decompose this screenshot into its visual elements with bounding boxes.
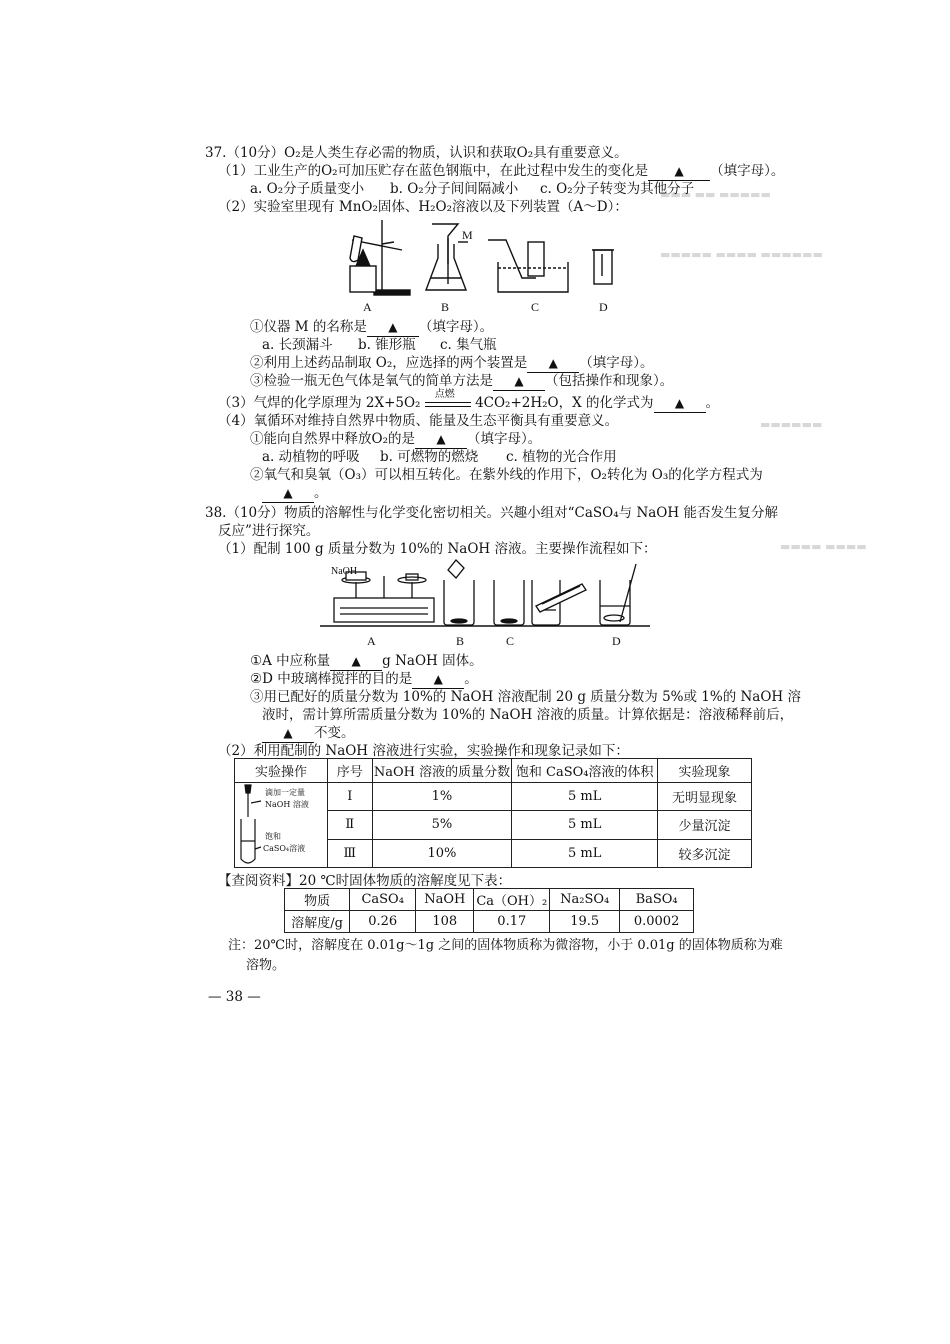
table-row <box>235 783 752 811</box>
q37-part4: （4）氧循环对维持自然界中物质、能量及生态平衡具有重要意义。 <box>218 413 619 429</box>
q37-part2-3 <box>250 372 673 391</box>
answer-marker: ▲ <box>436 432 446 446</box>
op-label-caso4: CaSO₄溶液 <box>263 844 306 853</box>
apparatus-d-gas-jar <box>592 250 614 284</box>
q38-stem-line1: 38.（10分）物质的溶解性与化学变化密切相关。兴趣小组对“CaSO₄与 NaOH 能否发生复分解 <box>205 505 778 521</box>
q38-part1: （1）配制 100 g 质量分数为 10%的 NaOH 溶液。主要操作流程如下： <box>218 541 657 557</box>
answer-marker: ▲ <box>388 320 398 334</box>
q37-part1 <box>218 162 784 181</box>
sol-caoh2: 0.17 <box>474 911 550 933</box>
q37-fig-label-b: B <box>441 300 450 314</box>
row-1-id: Ⅰ <box>328 783 373 811</box>
q37-part4-2: ②氧气和臭氧（O₃）可以相互转化。在紫外线的作用下，O₂转化为 O₃的化学方程式为 <box>250 467 763 483</box>
q38-part1-3-end: 不变。 <box>314 725 355 741</box>
header-id: 序号 <box>328 759 373 783</box>
q37-stem: 37.（10分）O₂是人类生存必需的物质，认识和获取O₂具有重要意义。 <box>205 145 628 161</box>
page-number: — 38 — <box>208 989 261 1005</box>
q37-part2-2 <box>250 354 654 373</box>
q37-apparatus-figure <box>330 216 630 298</box>
operation-diagram-cell <box>235 783 328 868</box>
answer-marker: ▲ <box>674 164 684 178</box>
q37-part2-1-blank[interactable] <box>367 318 419 337</box>
q38-fig-label-a: A <box>367 634 376 648</box>
double-bar <box>425 402 471 407</box>
sol-header-naoh: NaOH <box>416 889 474 911</box>
row-1-concentration: 1% <box>372 783 512 811</box>
bleed-through-2: ▬▬▬▬▬ ▬▬▬▬ ▬▬▬▬▬▬ <box>660 248 823 261</box>
q37-part4-2-blank[interactable] <box>262 484 314 503</box>
q38-part1-2-text: ②D 中玻璃棒搅拌的目的是 <box>250 671 413 687</box>
q37-part1-blank[interactable] <box>648 162 710 181</box>
q37-part3-lhs: （3）气焊的化学原理为 2X+5O₂ <box>218 395 421 411</box>
row-2-observation: 少量沉淀 <box>658 811 752 839</box>
sol-header-baso4: BaSO₄ <box>620 889 694 911</box>
apparatus-c-water-trough <box>488 240 568 292</box>
q38-part1-2-end: 。 <box>464 671 478 687</box>
q37-part2-3-text: ③检验一瓶无色气体是氧气的简单方法是 <box>250 373 493 389</box>
beaker-with-cylinder <box>532 580 586 625</box>
answer-marker: ▲ <box>433 672 443 686</box>
q38-part1-3-blank[interactable] <box>262 724 314 743</box>
q38-part1-3-line3 <box>262 724 355 743</box>
answer-marker: ▲ <box>283 486 293 500</box>
q37-part1-text: （1）工业生产的O₂可加压贮存在蓝色钢瓶中，在此过程中发生的变化是 <box>218 163 649 179</box>
q37-part1-option-a: a. O₂分子质量变小 <box>250 181 365 197</box>
q37-part3 <box>218 388 720 413</box>
sol-na2so4: 19.5 <box>550 911 620 933</box>
q38-fig-label-d: D <box>612 634 621 648</box>
reference-title: 【查阅资料】20 ℃时固体物质的溶解度见下表： <box>218 873 512 889</box>
experiment-table <box>234 758 752 868</box>
q38-preparation-figure <box>320 558 650 634</box>
q38-part1-3-line1: ③用已配好的质量分数为 10%的 NaOH 溶液配制 20 g 质量分数为 5%或 1%的 NaOH 溶 <box>250 689 801 705</box>
beaker-b <box>444 560 474 625</box>
sol-header-na2so4: Na₂SO₄ <box>550 889 620 911</box>
q37-part3-blank[interactable] <box>654 394 706 413</box>
row-1-volume: 5 mL <box>512 783 658 811</box>
sol-baso4: 0.0002 <box>620 911 694 933</box>
q37-part4-1 <box>250 430 541 449</box>
row-2-id: Ⅱ <box>328 811 373 839</box>
q37-part4-1-blank[interactable] <box>415 430 467 449</box>
op-label-naoh: NaOH 溶液 <box>265 800 309 809</box>
bleed-through-1: ▬▬▬ ▬▬ ▬▬▬▬▬ <box>660 188 771 201</box>
header-volume: 饱和 CaSO₄溶液的体积 <box>512 759 658 783</box>
header-operation: 实验操作 <box>235 759 328 783</box>
q37-part2-1-option-c: c. 集气瓶 <box>440 337 497 353</box>
q37-fig-label-d: D <box>599 300 608 314</box>
q37-part4-1-hint: （填字母）。 <box>466 431 542 447</box>
q37-part4-2-end: 。 <box>314 485 328 501</box>
row-3-id: Ⅲ <box>328 839 373 867</box>
q37-part1-hint: （填字母）。 <box>710 163 785 179</box>
balance-scale <box>334 572 434 622</box>
q37-part4-1-text: ①能向自然界中释放O₂的是 <box>250 431 415 447</box>
q38-part1-2-blank[interactable] <box>412 670 464 689</box>
bleed-through-3: ▬▬▬▬▬▬ <box>760 418 823 431</box>
sol-header-caso4: CaSO₄ <box>350 889 416 911</box>
q38-part1-1-blank[interactable] <box>330 652 382 671</box>
q37-fig-label-m: M <box>462 228 473 242</box>
q37-part1-option-b: b. O₂分子间间隔减小 <box>390 181 519 197</box>
header-observation: 实验现象 <box>658 759 752 783</box>
answer-marker: ▲ <box>351 654 361 668</box>
q37-part2: （2）实验室里现有 MnO₂固体、H₂O₂溶液以及下列装置（A～D）： <box>218 199 628 215</box>
q38-fig-label-c: C <box>506 634 515 648</box>
q38-stem-line2: 反应”进行探究。 <box>218 523 320 539</box>
answer-marker: ▲ <box>514 374 524 388</box>
q37-part3-rhs: 4CO₂+2H₂O，X 的化学式为 <box>475 395 654 411</box>
apparatus-a-heating-setup <box>350 220 410 295</box>
row-2-volume: 5 mL <box>512 811 658 839</box>
solubility-values <box>285 911 694 933</box>
sol-header-caoh2: Ca（OH）₂ <box>474 889 550 911</box>
beaker-c <box>494 580 524 625</box>
q37-part4-2-answer <box>262 484 328 503</box>
q37-part2-1-text: ①仪器 M 的名称是 <box>250 319 367 335</box>
q38-part1-2 <box>250 670 478 689</box>
experiment-table-header <box>235 759 752 783</box>
q37-part1-option-c: c. O₂分子转变为其他分子 <box>540 181 695 197</box>
q37-part2-3-blank[interactable] <box>493 372 545 391</box>
q37-part2-3-hint: （包括操作和现象）。 <box>545 373 674 389</box>
q37-fig-label-c: C <box>531 300 540 314</box>
q37-part2-2-blank[interactable] <box>527 354 579 373</box>
q37-part4-1-option-c: c. 植物的光合作用 <box>506 449 617 465</box>
q38-part1-1-text: ①A 中应称量 <box>250 653 331 669</box>
sol-caso4: 0.26 <box>350 911 416 933</box>
answer-marker: ▲ <box>548 356 558 370</box>
q37-part4-1-option-a: a. 动植物的呼吸 <box>262 449 360 465</box>
q38-part1-1-end: g NaOH 固体。 <box>382 653 483 669</box>
q38-fig-label-naoh: NaOH <box>331 566 358 577</box>
row-2-concentration: 5% <box>372 811 512 839</box>
q37-part2-1-hint: （填字母）。 <box>418 319 494 335</box>
q37-part2-1 <box>250 318 493 337</box>
reaction-arrow <box>425 388 471 411</box>
q38-part1-1 <box>250 652 483 671</box>
solubility-header <box>285 889 694 911</box>
note-line1: 注：20℃时，溶解度在 0.01g～1g 之间的固体物质称为微溶物，小于 0.01g 的固体物质称为难 <box>228 938 783 953</box>
solubility-table <box>284 888 694 933</box>
beaker-d-stirring <box>600 564 636 625</box>
sol-label: 溶解度/g <box>285 911 350 933</box>
bleed-through-4: ▬▬▬▬ ▬▬▬▬ <box>780 540 867 553</box>
row-3-volume: 5 mL <box>512 839 658 867</box>
q37-part2-2-hint: （填字母）。 <box>579 355 654 371</box>
q37-fig-label-a: A <box>363 300 372 314</box>
q37-part2-2-text: ②利用上述药品制取 O₂，应选择的两个装置是 <box>250 355 528 371</box>
row-1-observation: 无明显现象 <box>658 783 752 811</box>
reaction-condition: 点燃 <box>434 388 455 400</box>
q38-fig-label-b: B <box>456 634 465 648</box>
row-3-observation: 较多沉淀 <box>658 839 752 867</box>
q38-part1-3-line2: 液时，需计算所需质量分数为 10%的 NaOH 溶液的质量。计算依据是：溶液稀释前后， <box>262 707 794 723</box>
answer-marker: ▲ <box>283 726 293 740</box>
header-concentration: NaOH 溶液的质量分数 <box>372 759 512 783</box>
answer-marker: ▲ <box>674 396 685 410</box>
row-3-concentration: 10% <box>372 839 512 867</box>
q37-part2-1-option-a: a. 长颈漏斗 <box>262 337 333 353</box>
q38-part2: （2）利用配制的 NaOH 溶液进行实验，实验操作和现象记录如下： <box>218 743 629 759</box>
q37-part3-end: 。 <box>705 395 720 411</box>
sol-header-substance: 物质 <box>285 889 350 911</box>
q37-part4-1-option-b: b. 可燃物的燃烧 <box>380 449 479 465</box>
q37-part2-1-option-b: b. 锥形瓶 <box>358 337 416 353</box>
sol-naoh: 108 <box>416 911 474 933</box>
op-label-saturated: 饱和 <box>265 832 281 841</box>
op-label-add: 滴加一定量 <box>265 788 305 797</box>
note-line2: 溶物。 <box>246 958 286 973</box>
